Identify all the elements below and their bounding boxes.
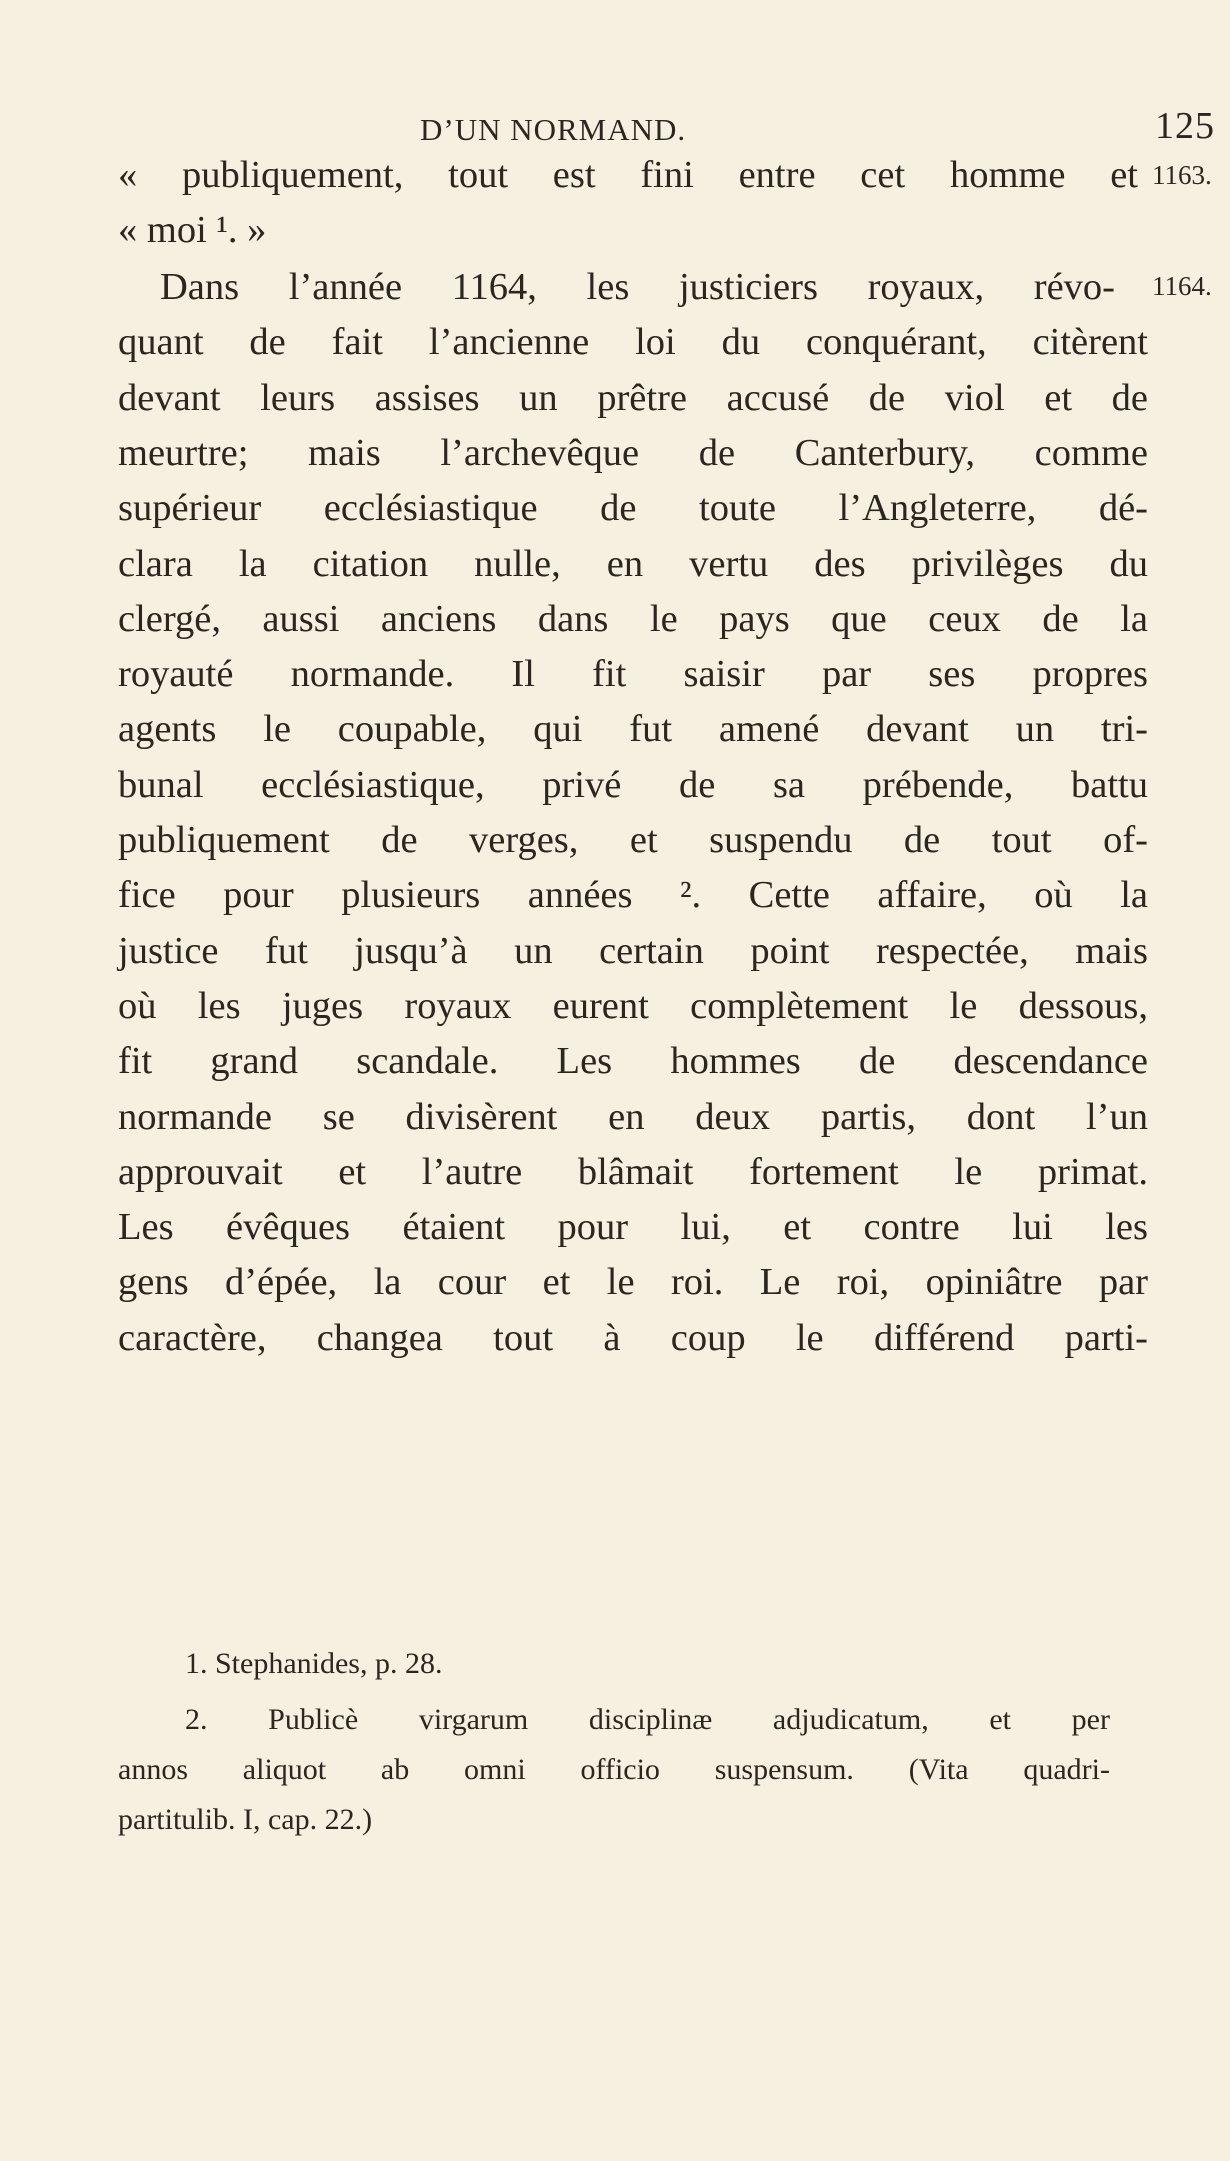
text-line: quant de fait l’ancienne loi du conquérant, citèrent bbox=[118, 321, 1148, 364]
text-line: royauté normande. Il fit saisir par ses propres bbox=[118, 653, 1148, 696]
text-line: bunal ecclésiastique, privé de sa prébende, battu bbox=[118, 763, 1148, 806]
text-line: justice fut jusqu’à un certain point respectée, mais bbox=[118, 929, 1148, 972]
text-line: « publiquement, tout est fini entre cet homme et bbox=[118, 154, 1138, 196]
text-line: fice pour plusieurs années ². Cette affaire, où la bbox=[118, 874, 1148, 917]
margin-note-year: 1163. bbox=[1152, 160, 1212, 190]
text-line: supérieur ecclésiastique de toute l’Angleterre, dé- bbox=[118, 487, 1148, 530]
margin-note-year: 1164. bbox=[1152, 271, 1212, 301]
text-line: clara la citation nulle, en vertu des privilèges du bbox=[118, 542, 1148, 585]
text-line: normande se divisèrent en deux partis, dont l’un bbox=[118, 1095, 1148, 1138]
page-number: 125 bbox=[1155, 105, 1215, 147]
text-line: agents le coupable, qui fut amené devant un tri- bbox=[118, 708, 1148, 751]
text-line: clergé, aussi anciens dans le pays que ceux de la bbox=[118, 597, 1148, 640]
text-line: publiquement de verges, et suspendu de tout of- bbox=[118, 819, 1148, 861]
text-line: « moi ¹. » bbox=[118, 209, 267, 251]
text-line: gens d’épée, la cour et le roi. Le roi, opiniâtre par bbox=[118, 1261, 1148, 1304]
footnote-line: 2. Publicè virgarum disciplinæ adjudicatum, et per bbox=[185, 1703, 1110, 1736]
text-line: approuvait et l’autre blâmait fortement le primat. bbox=[118, 1150, 1148, 1193]
text-line: où les juges royaux eurent complètement le dessous, bbox=[118, 984, 1148, 1027]
text-line: meurtre; mais l’archevêque de Canterbury, comme bbox=[118, 431, 1148, 474]
footnote-line: 1. Stephanides, p. 28. bbox=[185, 1647, 443, 1680]
footnote-line: partitulib. I, cap. 22.) bbox=[118, 1803, 373, 1836]
footnote-line: annos aliquot ab omni officio suspensum. (Vita quadri- bbox=[118, 1753, 1110, 1786]
running-head: D’UN NORMAND. bbox=[420, 112, 687, 147]
text-line: Les évêques étaient pour lui, et contre lui les bbox=[118, 1206, 1148, 1249]
text-line: fit grand scandale. Les hommes de descendance bbox=[118, 1040, 1148, 1083]
text-line: devant leurs assises un prêtre accusé de viol et de bbox=[118, 376, 1148, 419]
text-line: Dans l’année 1164, les justiciers royaux, révo- bbox=[160, 266, 1115, 308]
text-line: caractère, changea tout à coup le différend parti- bbox=[118, 1316, 1148, 1359]
